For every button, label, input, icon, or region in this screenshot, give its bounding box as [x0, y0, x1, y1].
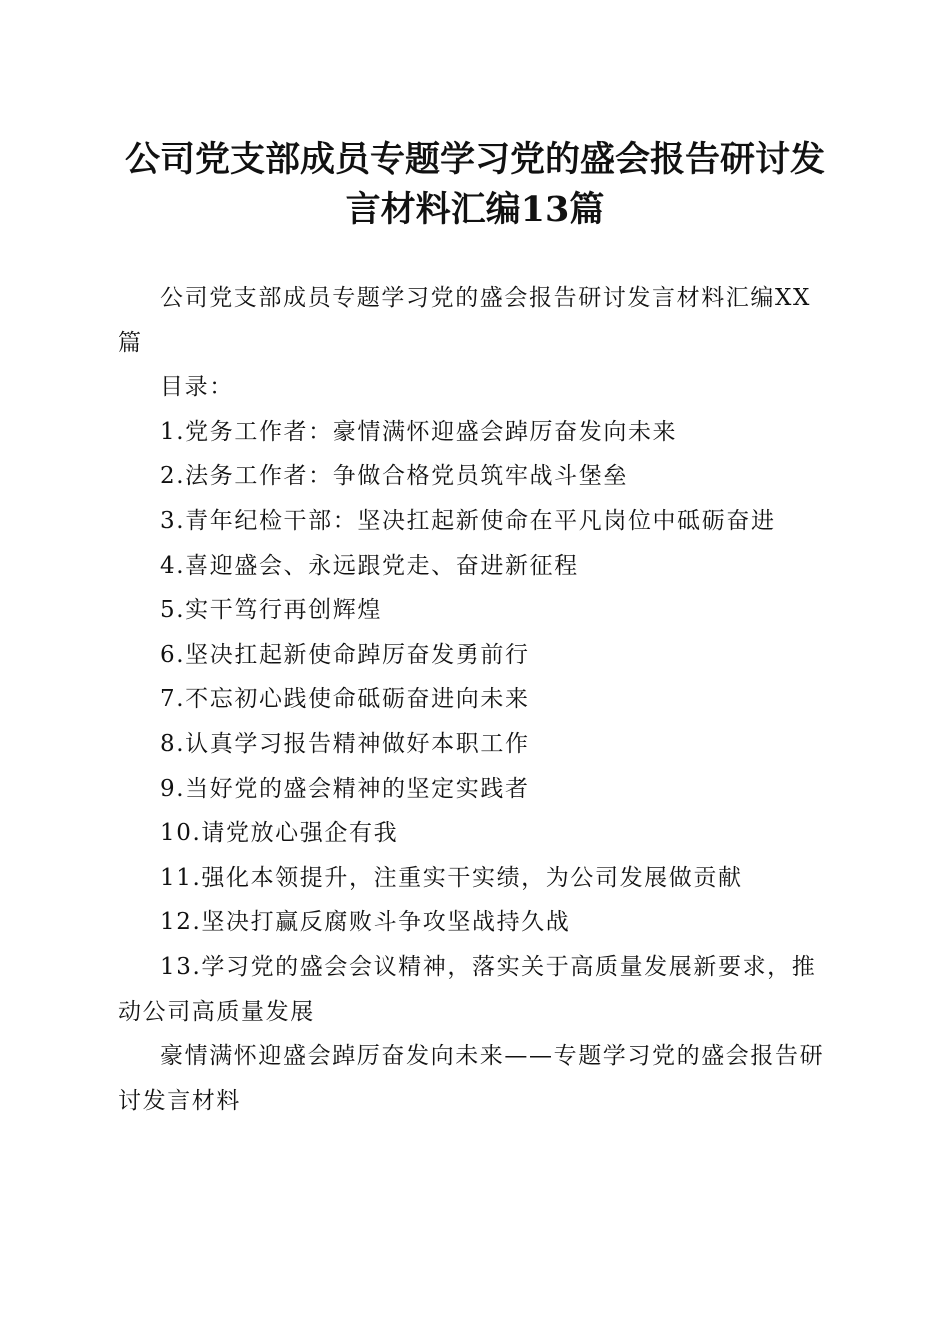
toc-item-4: 4.喜迎盛会、永远跟党走、奋进新征程 — [160, 552, 579, 579]
toc-item-6: 6.坚决扛起新使命踔厉奋发勇前行 — [160, 641, 530, 668]
toc-item-3: 3.青年纪检干部：坚决扛起新使命在平凡岗位中砥砺奋进 — [160, 507, 776, 534]
intro-paragraph: 公司党支部成员专题学习党的盛会报告研讨发言材料汇编XX篇 — [118, 285, 811, 356]
toc-item-12: 12.坚决打赢反腐败斗争攻坚战持久战 — [160, 909, 571, 936]
toc-item-9: 9.当好党的盛会精神的坚定实践者 — [160, 775, 530, 802]
toc-item-10: 10.请党放心强企有我 — [160, 820, 399, 847]
toc-heading: 目录： — [160, 374, 234, 401]
section-heading: 豪情满怀迎盛会踔厉奋发向未来——专题学习党的盛会报告研讨发言材料 — [118, 1043, 825, 1114]
toc-item-5: 5.实干笃行再创辉煌 — [160, 597, 382, 624]
table-of-contents — [118, 410, 830, 1034]
toc-item-2: 2.法务工作者：争做合格党员筑牢战斗堡垒 — [160, 463, 628, 490]
toc-item-13: 13.学习党的盛会会议精神，落实关于高质量发展新要求，推动公司高质量发展 — [118, 953, 817, 1025]
document-title — [110, 135, 840, 235]
document-body — [118, 276, 830, 1123]
toc-item-11: 11.强化本领提升，注重实干实绩，为公司发展做贡献 — [160, 864, 743, 891]
toc-item-8: 8.认真学习报告精神做好本职工作 — [160, 730, 530, 757]
toc-item-1: 1.党务工作者：豪情满怀迎盛会踔厉奋发向未来 — [160, 418, 678, 445]
title-line-1: 公司党支部成员专题学习党的盛会报告研讨发 — [124, 139, 825, 180]
toc-item-7: 7.不忘初心践使命砥砺奋进向未来 — [160, 686, 530, 713]
title-line-2: 言材料汇编13篇 — [345, 189, 605, 230]
